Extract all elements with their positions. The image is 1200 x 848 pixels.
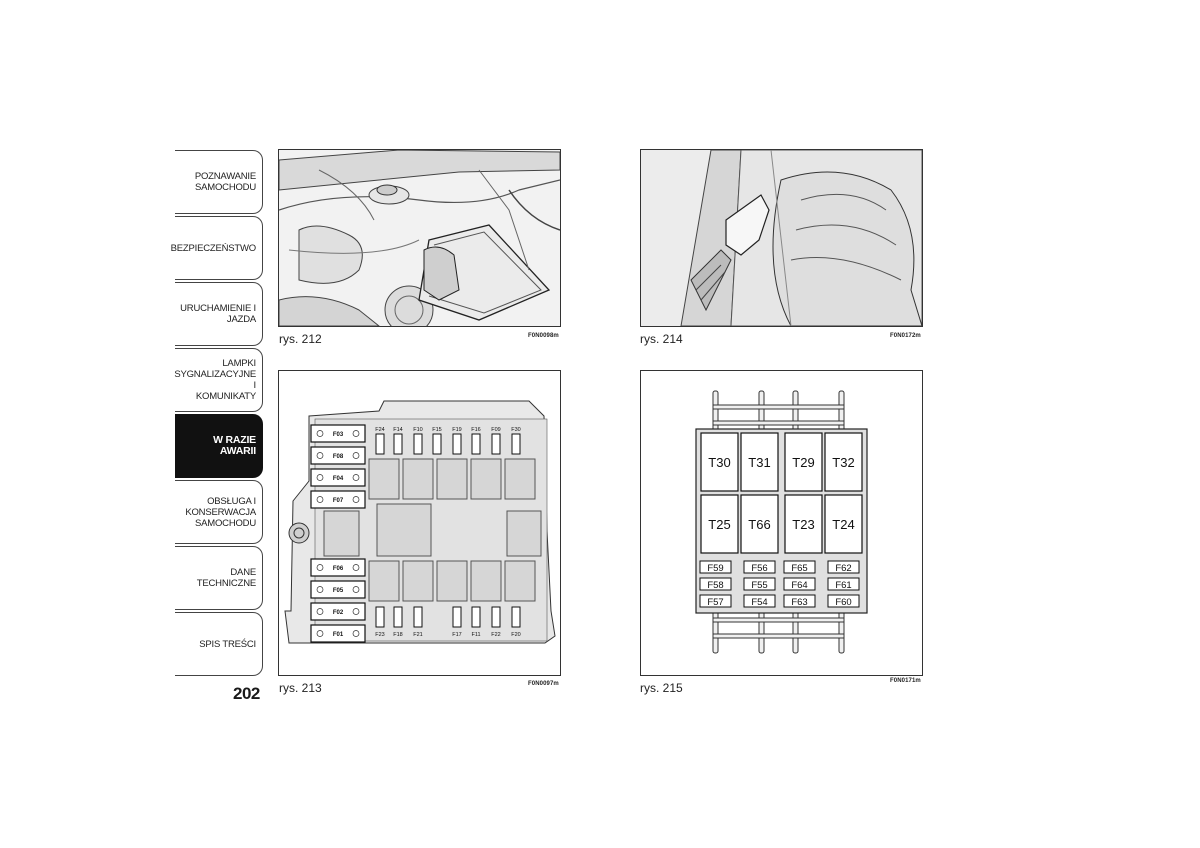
fuse-label: F08 bbox=[332, 454, 344, 460]
relay-socket bbox=[369, 561, 399, 601]
fuse-label: F23 bbox=[375, 632, 385, 638]
fuse-label: F02 bbox=[332, 610, 344, 616]
fuse-label: F14 bbox=[393, 427, 403, 433]
figure-code: F0N0171m bbox=[890, 678, 921, 684]
figure-code: F0N0098m bbox=[528, 333, 559, 339]
engine-bay-illustration bbox=[279, 150, 560, 326]
fuse-label: F03 bbox=[332, 432, 344, 438]
fuse-label: F57 bbox=[707, 597, 724, 608]
relay-socket bbox=[377, 504, 431, 556]
figure-fuse-panel-interior bbox=[640, 370, 923, 676]
tab-obsluga-i-konserwacja[interactable] bbox=[175, 480, 263, 544]
mini-fuse bbox=[453, 434, 461, 454]
mini-fuse bbox=[414, 607, 422, 627]
mini-fuse bbox=[433, 434, 441, 454]
relay-socket bbox=[505, 459, 535, 499]
relay-socket bbox=[403, 561, 433, 601]
tab-spis-tresci[interactable] bbox=[175, 612, 263, 676]
mini-fuse bbox=[492, 434, 500, 454]
fuse-label: F06 bbox=[332, 566, 344, 572]
fuse-label: F59 bbox=[707, 563, 724, 574]
relay-socket bbox=[437, 459, 467, 499]
tab-label: LAMPKI SYGNALIZACYJNE I KOMUNIKATY bbox=[174, 358, 256, 402]
figure-code: F0N0172m bbox=[890, 333, 921, 339]
relay-label: T23 bbox=[792, 517, 815, 532]
relay-label: T24 bbox=[832, 517, 855, 532]
tab-label: W RAZIE AWARII bbox=[213, 434, 256, 457]
tab-dane-techniczne[interactable] bbox=[175, 546, 263, 610]
mini-fuse bbox=[512, 607, 520, 627]
relay-socket bbox=[403, 459, 433, 499]
mini-fuse bbox=[492, 607, 500, 627]
fuse-label: F11 bbox=[471, 632, 481, 638]
fuse-label: F09 bbox=[491, 427, 501, 433]
mini-fuse bbox=[376, 607, 384, 627]
fuse-label: F05 bbox=[332, 588, 344, 594]
mini-fuse bbox=[472, 434, 480, 454]
figure-fuse-box-engine bbox=[278, 370, 561, 676]
relay-socket bbox=[471, 561, 501, 601]
fuse-label: F17 bbox=[452, 632, 462, 638]
tab-poznawanie-samochodu[interactable] bbox=[175, 150, 263, 214]
figure-caption: rys. 212 bbox=[279, 332, 322, 346]
fuse-label: F22 bbox=[491, 632, 501, 638]
fuse-label: F04 bbox=[332, 476, 344, 482]
fuse-label: F16 bbox=[471, 427, 481, 433]
tab-label: DANE TECHNICZNE bbox=[196, 567, 256, 589]
tab-label: URUCHAMIENIE I JAZDA bbox=[180, 303, 256, 325]
tab-lampki-sygnalizacyjne[interactable] bbox=[175, 348, 263, 412]
relay-socket bbox=[505, 561, 535, 601]
fuse-label: F61 bbox=[835, 580, 852, 591]
fuse-label: F19 bbox=[452, 427, 462, 433]
fuse-label: F18 bbox=[393, 632, 403, 638]
fuse-label: F63 bbox=[791, 597, 808, 608]
mini-fuse bbox=[414, 434, 422, 454]
relay-socket bbox=[437, 561, 467, 601]
fuse-label: F60 bbox=[835, 597, 852, 608]
fuse-label: F01 bbox=[332, 632, 344, 638]
page-number: 202 bbox=[233, 684, 260, 703]
fuse-label: F15 bbox=[432, 427, 442, 433]
fuse-label: F20 bbox=[511, 632, 521, 638]
tab-label: BEZPIECZEŃSTWO bbox=[170, 242, 256, 254]
figure-caption: rys. 213 bbox=[279, 681, 322, 695]
tab-bezpieczenstwo[interactable] bbox=[170, 216, 263, 280]
relay-label: T66 bbox=[748, 517, 771, 532]
relay-socket bbox=[324, 511, 359, 556]
figure-engine-bay bbox=[278, 149, 561, 327]
fuse-label: F56 bbox=[751, 563, 768, 574]
relay-label: T32 bbox=[832, 455, 855, 470]
interior-illustration bbox=[641, 150, 922, 326]
fuse-label: F62 bbox=[835, 563, 852, 574]
mini-fuse bbox=[472, 607, 480, 627]
relay-label: T25 bbox=[708, 517, 731, 532]
figure-caption: rys. 214 bbox=[640, 332, 683, 346]
fuse-label: F21 bbox=[413, 632, 423, 638]
relay-label: T30 bbox=[708, 455, 731, 470]
relay-socket bbox=[507, 511, 541, 556]
tab-label: POZNAWANIE SAMOCHODU bbox=[194, 171, 256, 193]
fuse-label: F55 bbox=[751, 580, 768, 591]
mini-fuse bbox=[394, 434, 402, 454]
relay-socket bbox=[471, 459, 501, 499]
fuse-label: F65 bbox=[791, 563, 808, 574]
tab-uruchamienie-i-jazda[interactable] bbox=[175, 282, 263, 346]
figure-caption: rys. 215 bbox=[640, 681, 683, 695]
tab-w-razie-awarii[interactable] bbox=[175, 414, 263, 478]
tab-label: OBSŁUGA I KONSERWACJA SAMOCHODU bbox=[185, 495, 256, 529]
fuse-label: F10 bbox=[413, 427, 423, 433]
fuse-label: F07 bbox=[332, 498, 344, 504]
fuse-label: F30 bbox=[511, 427, 521, 433]
relay-socket bbox=[369, 459, 399, 499]
figure-code: F0N0097m bbox=[528, 681, 559, 687]
relay-label: T31 bbox=[748, 455, 771, 470]
relay-panel-diagram bbox=[641, 371, 922, 675]
mini-fuse bbox=[394, 607, 402, 627]
mini-fuse bbox=[453, 607, 461, 627]
fuse-label: F64 bbox=[791, 580, 808, 591]
figure-interior bbox=[640, 149, 923, 327]
fuse-label: F54 bbox=[751, 597, 768, 608]
fuse-box-diagram bbox=[279, 371, 560, 675]
relay-label: T29 bbox=[792, 455, 815, 470]
mini-fuse bbox=[376, 434, 384, 454]
tab-label: SPIS TREŚCI bbox=[199, 638, 256, 650]
fuse-label: F58 bbox=[707, 580, 724, 591]
fuse-label: F24 bbox=[375, 427, 385, 433]
mini-fuse bbox=[512, 434, 520, 454]
